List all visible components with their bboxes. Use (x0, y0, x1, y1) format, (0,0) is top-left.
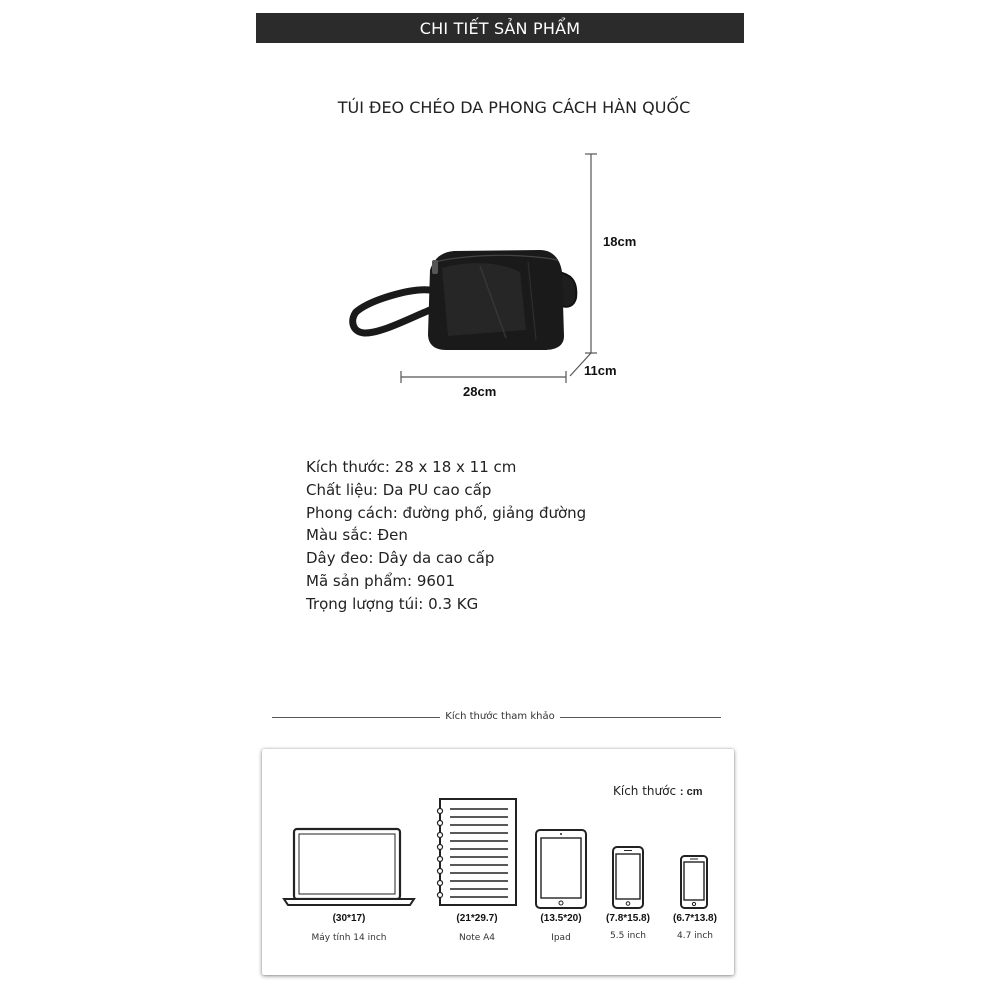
product-specs (306, 456, 586, 616)
device-size-phone-small: (6.7*13.8) (673, 913, 717, 924)
depth-label: 11cm (584, 363, 617, 378)
device-name-notebook: Note A4 (458, 933, 496, 943)
unit-value: : cm (679, 786, 703, 798)
bag-strap (353, 290, 430, 333)
phone-large-icon (612, 846, 644, 909)
device-name-laptop: Máy tính 14 inch (311, 933, 387, 943)
device-name-tablet: Ipad (551, 933, 571, 943)
section-header (256, 13, 744, 43)
reference-title: Kích thước tham khảo (445, 711, 555, 722)
spec-size: Kích thước: 28 x 18 x 11 cm (306, 458, 517, 476)
zipper-pull (432, 260, 438, 274)
unit-label-text: Kích thước (613, 784, 677, 798)
phone-small-icon (680, 855, 708, 909)
device-size-laptop: (30*17) (332, 913, 366, 924)
spec-strap: Dây đeo: Dây da cao cấp (306, 549, 495, 568)
width-label: 28cm (463, 384, 497, 399)
product-image-with-dimensions (330, 140, 650, 410)
spec-color: Màu sắc: Đen (306, 526, 408, 545)
device-name-phone-large: 5.5 inch (609, 931, 647, 941)
spec-style: Phong cách: đường phố, giảng đường (306, 503, 587, 522)
device-size-notebook: (21*29.7) (456, 913, 498, 924)
device-size-tablet: (13.5*20) (540, 913, 582, 924)
product-title: TÚI ĐEO CHÉO DA PHONG CÁCH HÀN QUỐC (337, 98, 691, 117)
device-size-phone-large: (7.8*15.8) (606, 913, 650, 924)
notebook-icon (434, 797, 520, 909)
spec-weight: Trọng lượng túi: 0.3 KG (306, 594, 479, 613)
laptop-icon (282, 827, 416, 909)
section-header-title: CHI TIẾT SẢN PHẨM (419, 18, 581, 38)
spec-material: Chất liệu: Da PU cao cấp (306, 480, 492, 499)
tablet-icon (534, 829, 588, 909)
height-label: 18cm (603, 234, 637, 249)
size-reference-card (262, 749, 734, 975)
device-name-phone-small: 4.7 inch (676, 931, 714, 941)
unit-label (613, 784, 703, 798)
spec-product-code: Mã sản phẩm: 9601 (306, 571, 456, 590)
